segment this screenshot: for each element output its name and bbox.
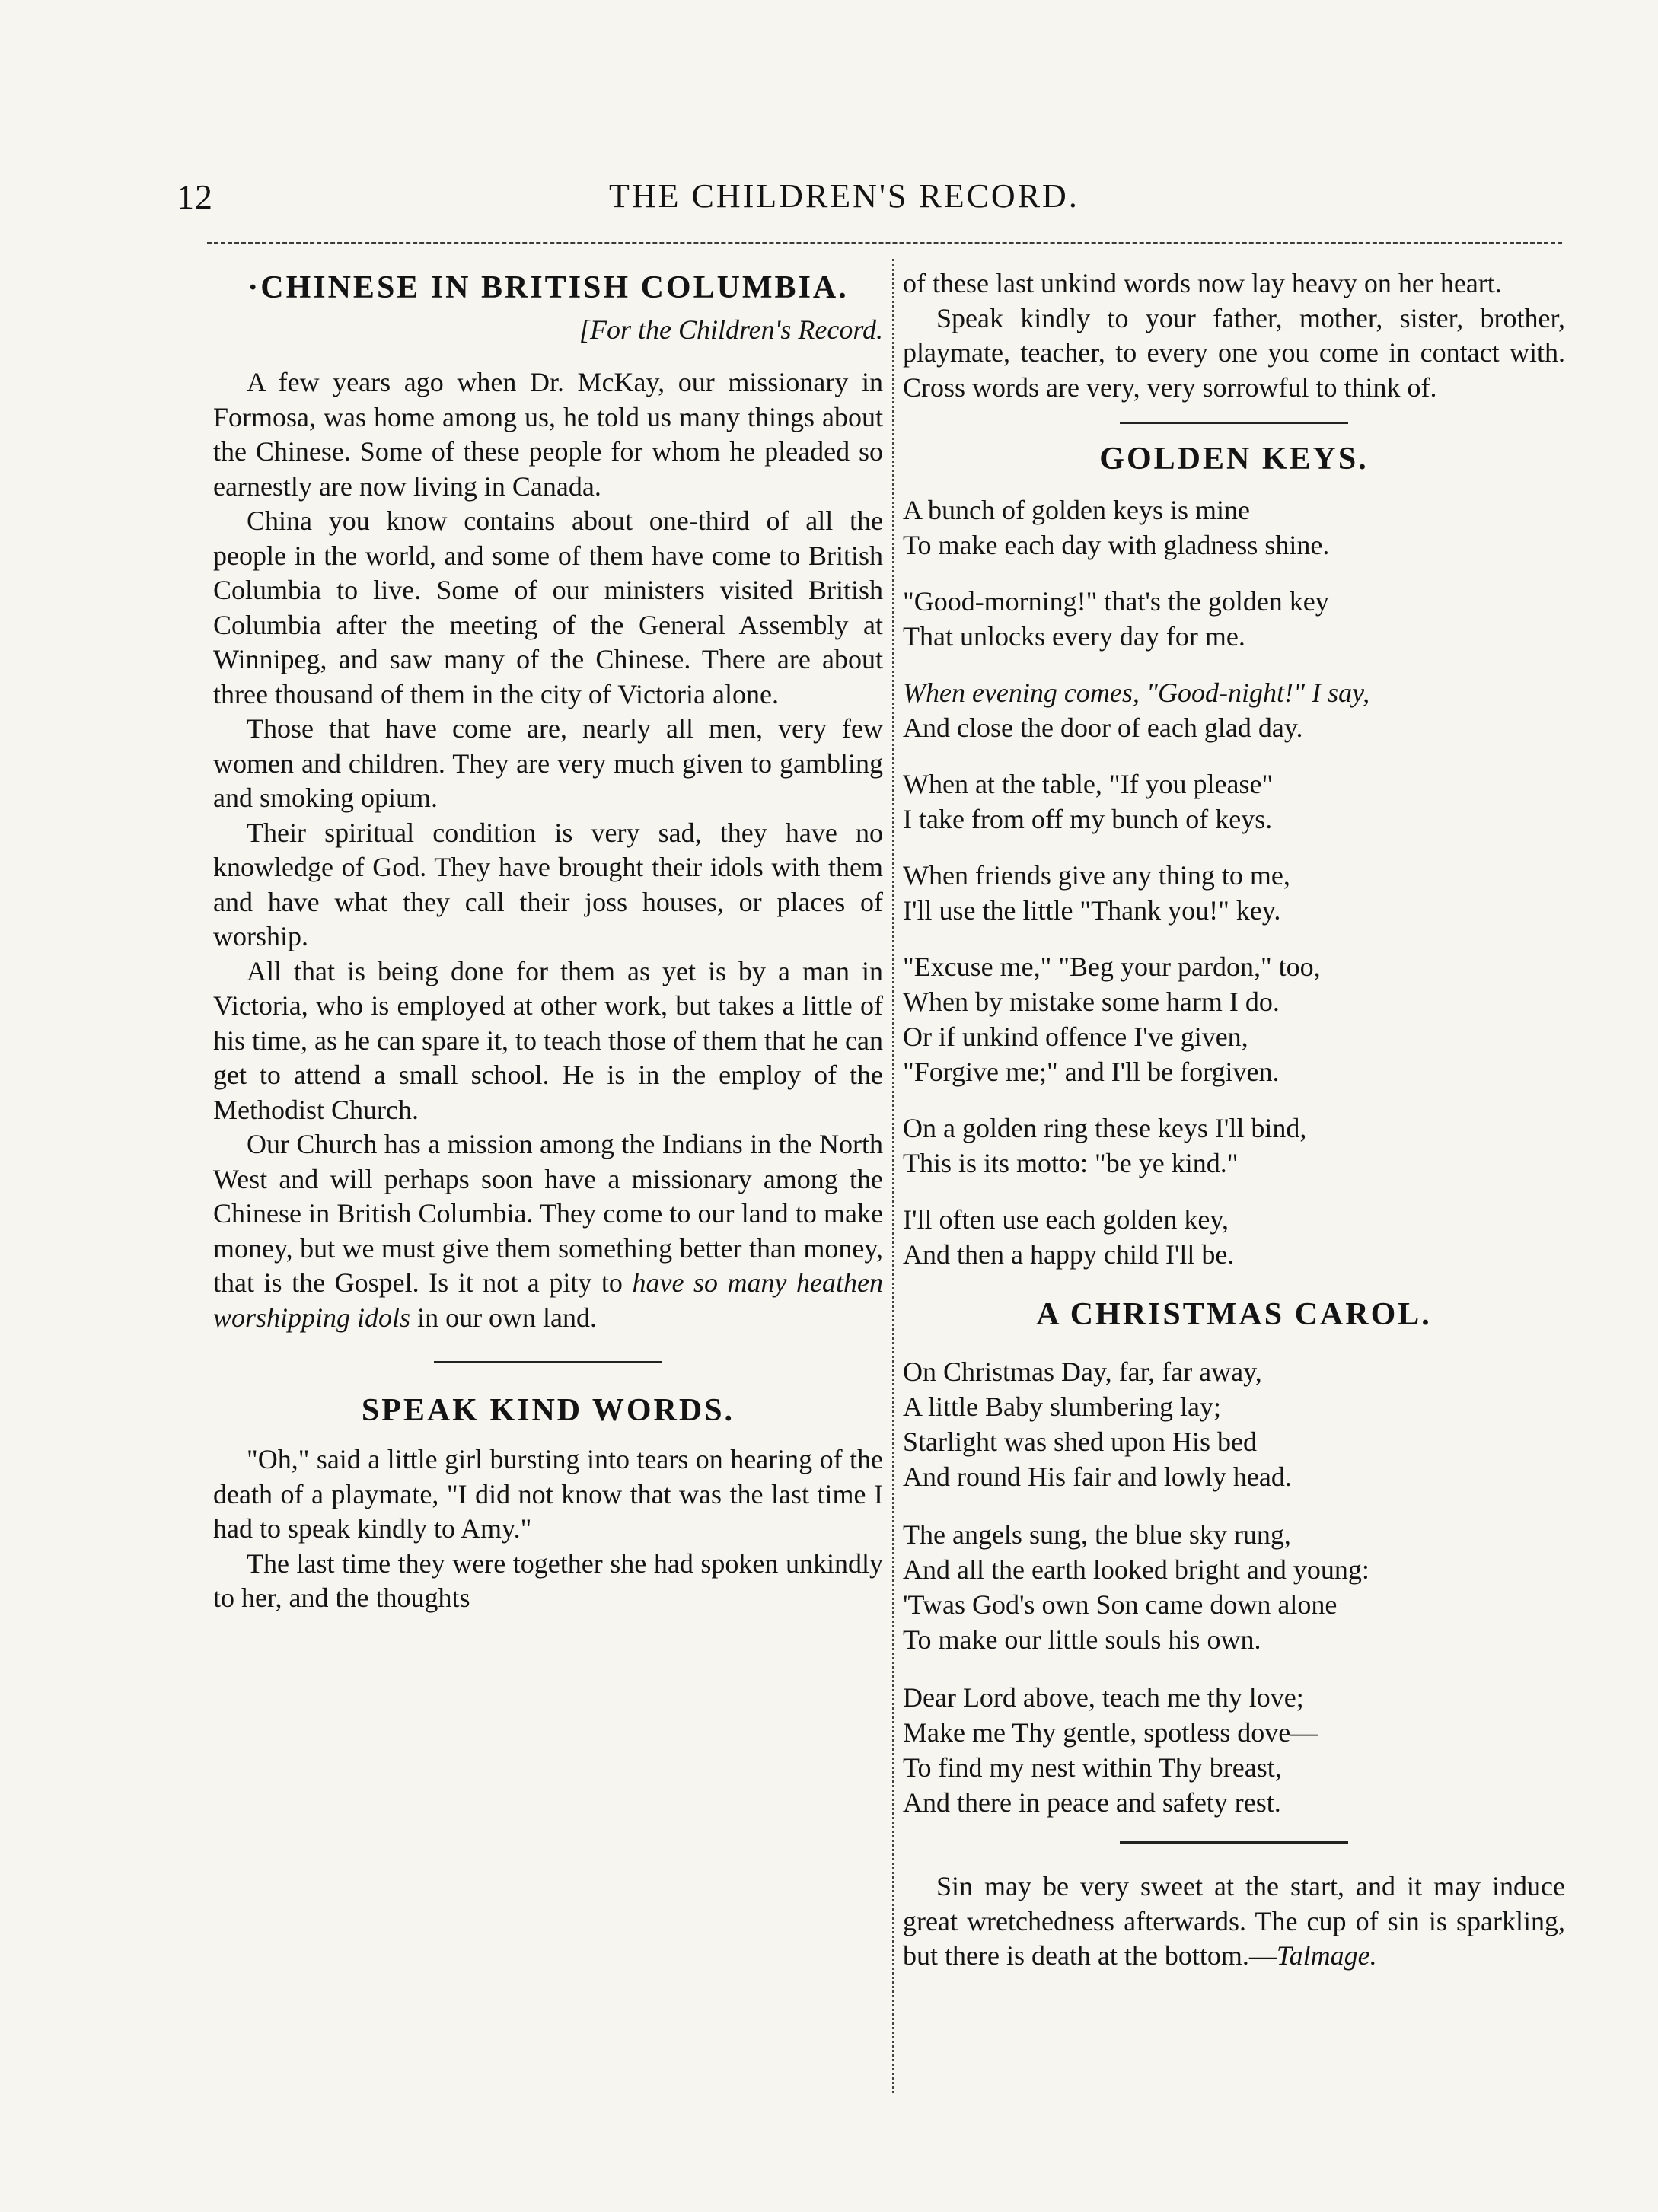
article-title-kind-words: SPEAK KIND WORDS.	[361, 1393, 735, 1428]
stanza	[903, 858, 1565, 928]
poem-line: A bunch of golden keys is mine	[903, 495, 1250, 525]
running-title: THE CHILDREN'S RECORD.	[609, 177, 1079, 215]
left-column	[213, 266, 883, 1616]
closing-quote	[903, 1869, 1565, 1974]
paragraph: A few years ago when Dr. McKay, our missionary in Formosa, was home among us, he told us many things about the Chinese. Some of these people for whom he pleaded so earnestly are now living in Canada.	[213, 367, 883, 502]
poem-line: And there in peace and safety rest.	[903, 1787, 1281, 1818]
stanza	[903, 767, 1565, 837]
poem-line: To make each day with gladness shine.	[903, 530, 1330, 560]
poem-title-golden-keys: GOLDEN KEYS.	[1099, 441, 1369, 477]
section-rule	[434, 1361, 662, 1363]
stanza	[903, 492, 1565, 563]
poem-line: "Excuse me," "Beg your pardon," too,	[903, 951, 1321, 982]
poem-line: 'Twas God's own Son came down alone	[903, 1589, 1338, 1620]
poem-line: When at the table, "If you please"	[903, 769, 1274, 799]
paragraph: Their spiritual condition is very sad, they have no knowledge of God. They have brought their idols with them and have what they call their joss houses, or places of worship.	[213, 817, 883, 951]
paragraph-text: Our Church has a mission among the Indians in the North West and will perhaps soon have a missionary among the Chinese in British Columbia. They come to our land to make money, but we must give them something better than money, that is the Gospel. Is it not a pity to	[213, 1129, 883, 1298]
stanza	[903, 1019, 1565, 1089]
paragraph: China you know contains about one-third of all the people in the world, and some of them have come to British Columbia to live. Some of our ministers visited British Columbia after the meeting of the General Assembly at Winnipeg, and saw many of the Chinese. There are about three thousand of them in the city of Victoria alone.	[213, 505, 883, 709]
poem-line: "Good-morning!" that's the golden key	[903, 586, 1329, 617]
poem-line: That unlocks every day for me.	[903, 621, 1245, 652]
stanza	[903, 1202, 1565, 1272]
poem-line: And all the earth looked bright and young:	[903, 1554, 1369, 1585]
stanza	[903, 1517, 1565, 1657]
poem-title-christmas-carol: A CHRISTMAS CAROL.	[1036, 1297, 1432, 1332]
stanza	[903, 1680, 1565, 1820]
poem-line: On a golden ring these keys I'll bind,	[903, 1113, 1307, 1143]
column-divider	[892, 259, 894, 2093]
poem-line: I take from off my bunch of keys.	[903, 804, 1273, 834]
poem-line: And then a happy child I'll be.	[903, 1239, 1235, 1270]
poem-line: Starlight was shed upon His bed	[903, 1426, 1257, 1457]
quote-body: Sin may be very sweet at the start, and it may induce great wretchedness afterwards. The cup of sin is sparkling, but there is death at the bottom.—	[903, 1871, 1565, 1971]
poem-line: A little Baby slumbering lay;	[903, 1391, 1221, 1422]
poem-line: When by mistake some harm I do.	[903, 986, 1280, 1017]
section-rule	[1120, 1841, 1348, 1844]
paragraph: Those that have come are, nearly all men, very few women and children. They are very much given to gambling and smoking opium.	[213, 713, 883, 813]
poem-line: Make me Thy gentle, spotless dove—	[903, 1717, 1318, 1748]
poem-line: I'll use the little "Thank you!" key.	[903, 895, 1281, 926]
paragraph: Speak kindly to your father, mother, sister, brother, playmate, teacher, to every one you come in contact with. Cross words are very, very sorrowful to think of.	[903, 302, 1565, 403]
poem-line: On Christmas Day, far, far away,	[903, 1356, 1262, 1387]
article-byline: [For the Children's Record.	[579, 314, 883, 345]
poem-line: Dear Lord above, teach me thy love;	[903, 1682, 1304, 1713]
poem-line: The angels sung, the blue sky rung,	[903, 1519, 1291, 1550]
stanza	[903, 949, 1565, 1019]
poem-line: When evening comes, "Good-night!" I say,	[903, 677, 1370, 708]
poem-line: To find my nest within Thy breast,	[903, 1752, 1282, 1783]
page-number: 12	[177, 177, 213, 216]
paragraph: "Oh," said a little girl bursting into tears on hearing of the death of a playmate, "I did not know that was the last time I had to speak kindly to Amy."	[213, 1444, 883, 1544]
poem-line: To make our little souls his own.	[903, 1624, 1261, 1655]
poem-line: "Forgive me;" and I'll be forgiven.	[903, 1057, 1280, 1087]
paragraph-continued: of these last unkind words now lay heavy on her heart.	[903, 268, 1502, 298]
stanza	[903, 584, 1565, 654]
right-column	[903, 266, 1565, 1974]
article-title-chinese: ·CHINESE IN BRITISH COLUMBIA.	[247, 270, 849, 305]
stanza	[903, 675, 1565, 745]
paragraph-last	[213, 1127, 883, 1335]
poem-line: I'll often use each golden key,	[903, 1204, 1229, 1235]
paragraph: The last time they were together she had spoken unkindly to her, and the thoughts	[213, 1547, 883, 1613]
poem-line: This is its motto: "be ye kind."	[903, 1148, 1239, 1178]
poem-line: Or if unkind offence I've given,	[903, 1022, 1248, 1052]
poem-line: When friends give any thing to me,	[903, 860, 1290, 891]
paragraph: All that is being done for them as yet is by a man in Victoria, who is employed at other work, but takes a little of his time, as he can spare it, to teach those of them that he can get to attend a small school. He is in the employ of the Methodist Church.	[213, 955, 883, 1125]
poem-line: And round His fair and lowly head.	[903, 1461, 1292, 1492]
quote-text	[903, 1869, 1565, 1974]
section-rule	[1120, 422, 1348, 424]
stanza	[903, 1354, 1565, 1494]
stanza	[903, 1111, 1565, 1181]
quote-attribution: Talmage.	[1276, 1940, 1377, 1971]
italic-phrase: have so many heathen worshipping idols	[213, 1267, 884, 1333]
paragraph-end: in our own land.	[417, 1302, 598, 1333]
header-rule	[207, 242, 1562, 244]
poem-line: And close the door of each glad day.	[903, 712, 1303, 743]
